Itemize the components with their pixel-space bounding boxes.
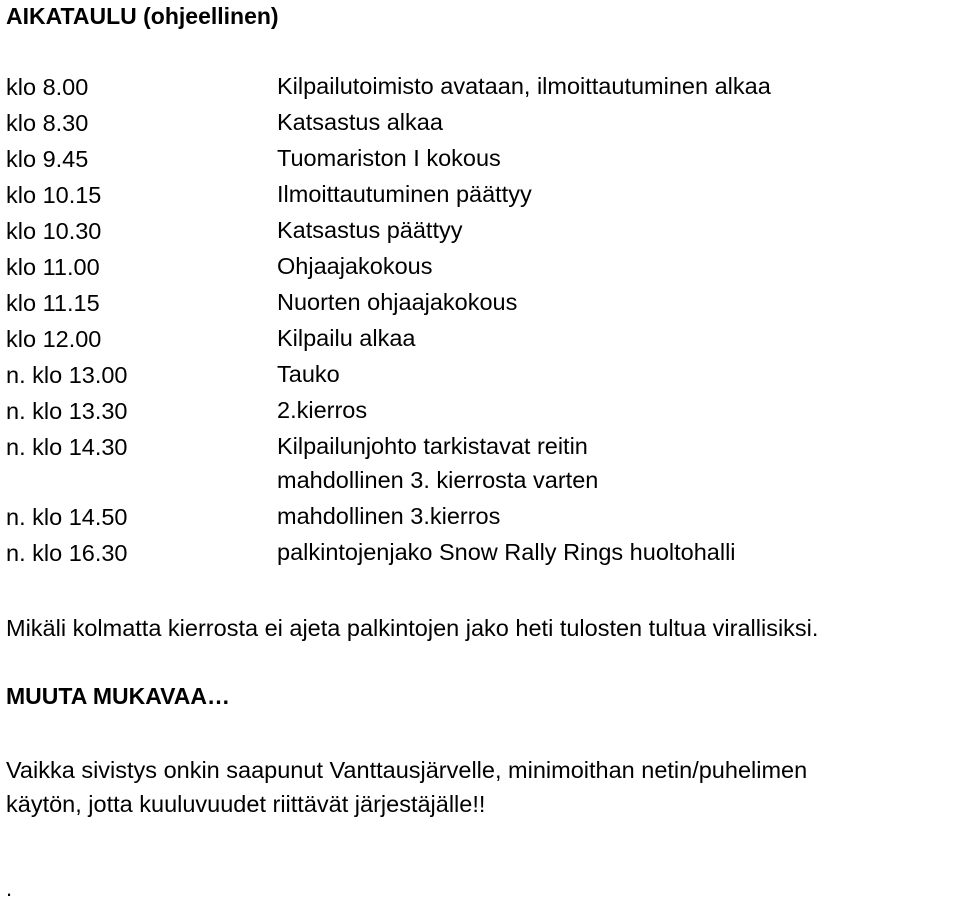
schedule-row	[0, 357, 960, 393]
schedule-row	[0, 393, 960, 429]
schedule-row	[0, 213, 960, 249]
schedule-time: n. klo 13.00	[6, 362, 128, 388]
schedule-time: klo 11.15	[6, 290, 100, 316]
schedule-event	[277, 429, 598, 497]
schedule-time: n. klo 14.30	[6, 434, 128, 460]
schedule-time: klo 12.00	[6, 326, 102, 352]
schedule-event: Kilpailutoimisto avataan, ilmoittautuminen alkaa	[277, 73, 771, 99]
schedule-event: Nuorten ohjaajakokous	[277, 289, 518, 315]
trailing-mark: .	[6, 876, 13, 901]
schedule-time: n. klo 13.30	[6, 398, 128, 424]
schedule-row	[0, 321, 960, 357]
schedule-row	[0, 535, 960, 571]
other-paragraph-line-2: käytön, jotta kuuluvuudet riittävät järjestäjälle!!	[6, 791, 486, 817]
schedule-event: Katsastus päättyy	[277, 217, 463, 243]
schedule-event: Tauko	[277, 361, 340, 387]
schedule-row	[0, 69, 960, 105]
schedule-event: Katsastus alkaa	[277, 109, 443, 135]
schedule-time: klo 10.15	[6, 182, 102, 208]
schedule-time: n. klo 16.30	[6, 540, 128, 566]
schedule-event-line-2: mahdollinen 3. kierrosta varten	[277, 467, 599, 493]
schedule-event: mahdollinen 3.kierros	[277, 503, 501, 529]
schedule-event: Ohjaajakokous	[277, 253, 433, 279]
schedule-time: klo 8.30	[6, 110, 89, 136]
schedule-row	[0, 249, 960, 285]
schedule-event-line-1: Kilpailunjohto tarkistavat reitin	[277, 433, 588, 459]
third-round-note: Mikäli kolmatta kierrosta ei ajeta palkintojen jako heti tulosten tultua virallisiksi.	[6, 615, 819, 641]
schedule-row	[0, 105, 960, 141]
schedule-row	[0, 499, 960, 535]
other-heading: MUUTA MUKAVAA…	[6, 683, 231, 709]
schedule-time: klo 8.00	[6, 74, 89, 100]
schedule-time: klo 11.00	[6, 254, 100, 280]
schedule-event: 2.kierros	[277, 397, 368, 423]
schedule-event: Ilmoittautuminen päättyy	[277, 181, 532, 207]
schedule-event: palkintojenjako Snow Rally Rings huoltohalli	[277, 539, 736, 565]
schedule-heading: AIKATAULU (ohjeellinen)	[6, 3, 279, 29]
schedule-time: n. klo 14.50	[6, 504, 128, 530]
schedule-list	[0, 69, 960, 571]
schedule-time: klo 9.45	[6, 146, 89, 172]
schedule-time: klo 10.30	[6, 218, 102, 244]
schedule-row	[0, 177, 960, 213]
schedule-row	[0, 285, 960, 321]
schedule-event: Kilpailu alkaa	[277, 325, 416, 351]
schedule-row	[0, 429, 960, 499]
schedule-row	[0, 141, 960, 177]
schedule-event: Tuomariston I kokous	[277, 145, 501, 171]
other-paragraph-line-1: Vaikka sivistys onkin saapunut Vanttausjärvelle, minimoithan netin/puhelimen	[6, 757, 808, 783]
